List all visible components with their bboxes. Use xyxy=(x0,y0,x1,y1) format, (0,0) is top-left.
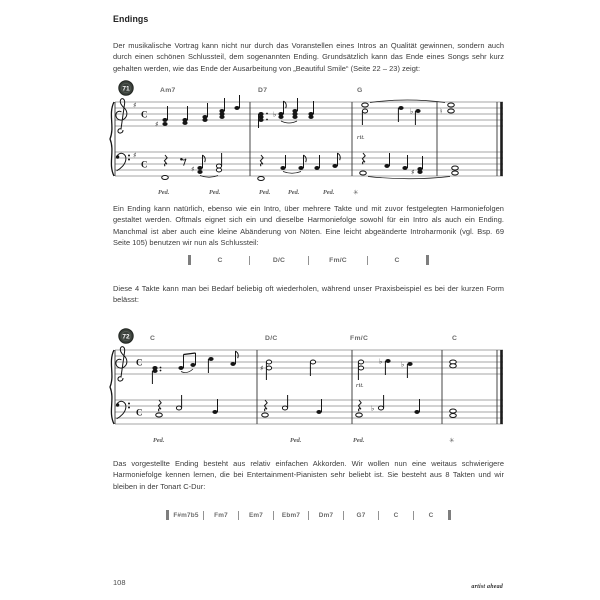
publisher-logo: artist ahead xyxy=(471,584,503,590)
progression-chord: F#m7b5 xyxy=(173,511,199,519)
progression-chord: D/C xyxy=(272,256,286,264)
svg-text:♭: ♭ xyxy=(401,360,405,369)
svg-text:♯: ♯ xyxy=(191,165,195,174)
measure-notes xyxy=(155,95,240,129)
progression-chord: C xyxy=(394,256,400,264)
progression-chord: Fm7 xyxy=(214,511,228,519)
track-number: 71 xyxy=(122,85,130,93)
time-signature-treble: C xyxy=(141,109,148,120)
measure-notes xyxy=(440,103,454,116)
pedal-mark: Ped. xyxy=(288,189,300,196)
chord-symbol: G xyxy=(357,87,363,94)
pedal-mark: Ped. xyxy=(209,189,221,196)
treble-clef-icon xyxy=(116,347,127,381)
bass-clef-icon xyxy=(116,153,130,170)
progression-chord: C xyxy=(393,511,399,519)
key-signature-treble: ♯ xyxy=(133,101,137,110)
pedal-marks xyxy=(158,189,359,197)
pedal-release-icon: ✳ xyxy=(353,188,359,197)
pedal-mark: Ped. xyxy=(290,437,302,444)
page-number: 108 xyxy=(113,578,126,587)
chord-symbol: D/C xyxy=(265,335,278,342)
measure-notes xyxy=(258,98,313,128)
progression-chord: C xyxy=(217,256,223,264)
measure-notes xyxy=(162,153,222,180)
chord-symbol: Am7 xyxy=(160,87,176,94)
progression-chord: C xyxy=(428,511,434,519)
pedal-marks xyxy=(153,437,455,445)
progression-chord: Ebm7 xyxy=(281,511,301,519)
tempo-marking: rit. xyxy=(356,382,364,389)
cd-track-badge-icon xyxy=(119,81,133,95)
svg-text:♭: ♭ xyxy=(379,357,383,366)
pedal-mark: Ped. xyxy=(158,189,170,196)
measure-notes xyxy=(450,409,457,418)
chord-symbol: D7 xyxy=(258,87,268,94)
paragraph-harmoniefolge: Ein Ending kann natürlich, ebenso wie ein Intro, über mehrere Takte und mit zuvor festgelegten Harmoniefolgen gestaltet werden. Oftmals eignet sich ein und dieselbe Harmoniefolge sowohl für ein Intro als auch ein Ending. Manchmal ist aber auch eine kleine Abänderung von Nöten. Eine leicht abgeänderte Introharmonik (vgl. Bsp. 69 Seite 105) benutzen wir nun als Schlussteil: xyxy=(113,204,504,248)
bass-staff-lines xyxy=(115,400,503,424)
chord-progression-1 xyxy=(113,255,504,265)
pedal-release-icon: ✳ xyxy=(449,436,455,445)
page-title: Endings xyxy=(113,14,149,24)
notation-example-72 xyxy=(109,328,509,446)
paragraph-intro: Der musikalische Vortrag kann nicht nur durch das Voranstellen eines Intros an Qualität gewinnen, sondern auch durch einen schönen Schlussteil, dem sogenannten Ending. Grundsätzlich kann das Ende eines Songs sehr kurz gehalten werden, wie das Ende der Ausarbeitung von „Beautiful Smile“ (Seite 22 – 23) zeigt: xyxy=(113,41,504,73)
time-signature-bass: C xyxy=(136,407,143,418)
measure-notes xyxy=(260,360,316,380)
paragraph-wiederholen: Diese 4 Takte kann man bei Bedarf beliebig oft wiederholen, während unser Praxisbeispiel es bei der kurzen Form belässt: xyxy=(113,284,504,305)
barlines xyxy=(115,350,497,424)
progression-chord: Fm/C xyxy=(329,256,347,264)
svg-text:♭: ♭ xyxy=(410,107,414,116)
bass-staff-lines xyxy=(115,152,503,176)
chord-symbol: C xyxy=(150,335,156,342)
time-signature-treble: C xyxy=(136,357,143,368)
measure-notes xyxy=(258,153,341,181)
svg-text:♮: ♮ xyxy=(440,107,443,116)
tempo-marking: rit. xyxy=(357,134,365,141)
treble-clef-icon xyxy=(116,99,127,133)
svg-text:♯: ♯ xyxy=(411,168,415,177)
progression-end-bar xyxy=(426,255,429,265)
svg-text:♯: ♯ xyxy=(260,364,264,373)
key-signature-bass: ♯ xyxy=(133,151,137,160)
measure-notes xyxy=(357,100,445,141)
track-number: 72 xyxy=(122,333,130,341)
grand-staff-brace xyxy=(110,350,114,424)
progression-chord: G7 xyxy=(356,511,366,519)
measure-notes xyxy=(360,153,450,179)
progression-chord: Em7 xyxy=(248,511,264,519)
bass-clef-icon xyxy=(116,401,130,418)
time-signature-bass: C xyxy=(141,159,148,170)
cd-track-badge-icon xyxy=(119,329,133,343)
chord-symbol: C xyxy=(452,335,458,342)
pedal-mark: Ped. xyxy=(323,189,335,196)
chord-symbol: Fm/C xyxy=(350,335,369,342)
chord-progression-2 xyxy=(113,510,504,520)
pedal-mark: Ped. xyxy=(153,437,165,444)
notation-example-71 xyxy=(109,80,509,198)
measure-notes xyxy=(450,360,457,368)
pedal-mark: Ped. xyxy=(353,437,365,444)
progression-end-bar xyxy=(448,510,451,520)
pedal-mark: Ped. xyxy=(259,189,271,196)
progression-chord: Dm7 xyxy=(318,511,334,519)
svg-text:♭: ♭ xyxy=(371,404,375,413)
svg-text:♯: ♯ xyxy=(155,120,159,129)
paragraph-schwierigere-folge: Das vorgestellte Ending besteht aus relativ einfachen Akkorden. Wir wollen nun eine weitaus schwierigere Harmoniefolge kennen lernen, die bei Entertainment-Pianisten sehr beliebt ist. Sie besteht aus 8 Takten und wir bleiben in der Tonart C-Dur: xyxy=(113,459,504,491)
svg-text:♭: ♭ xyxy=(273,110,277,119)
measure-notes xyxy=(452,166,459,175)
treble-staff-lines xyxy=(115,350,503,374)
grand-staff-brace xyxy=(110,102,114,176)
